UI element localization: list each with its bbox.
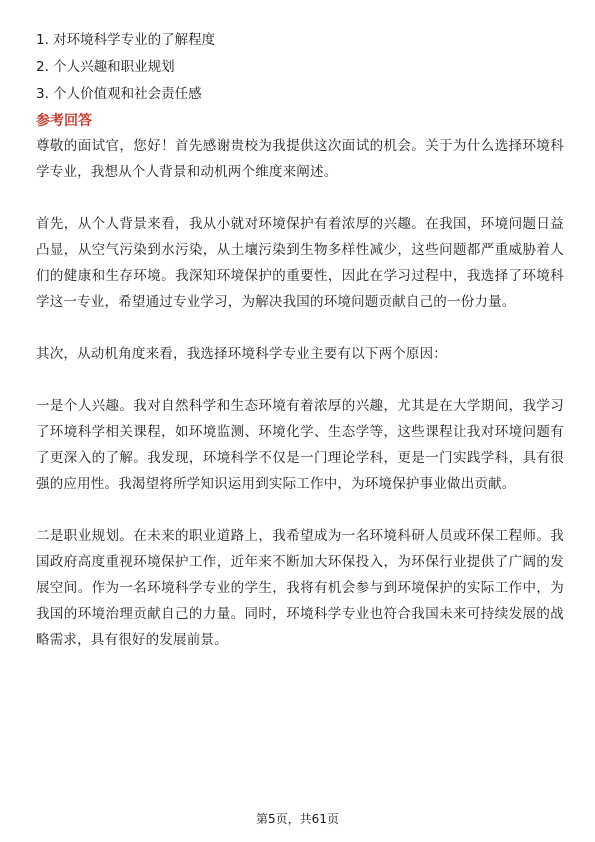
paragraph: 一是个人兴趣。我对自然科学和生态环境有着浓厚的兴趣，尤其是在大学期间，我学习了环境科学相关课程，如环境监测、环境化学、生态学等，这些课程让我对环境问题有了更深入的了解。我发现，环境科学不仅是一门理论学科，更是一门实践学科，具有很强的应用性。我渴望将所学知识运用到实际工作中，为环境保护事业做出贡献。 [36, 398, 564, 492]
paragraph: 二是职业规划。在未来的职业道路上，我希望成为一名环境科研人员或环保工程师。我国政府高度重视环境保护工作，近年来不断加大环保投入，为环保行业提供了广阔的发展空间。作为一名环境科学专业的学生，我将有机会参与到环境保护的实际工作中，为我国的环境治理贡献自己的力量。同时，环境科学专业也符合我国未来可持续发展的战略需求，具有很好的发展前景。 [36, 528, 564, 648]
paragraph: 首先，从个人背景来看，我从小就对环境保护有着浓厚的兴趣。在我国，环境问题日益凸显，从空气污染到水污染，从土壤污染到生物多样性减少，这些问题都严重威胁着人们的健康和生存环境。我深知环境保护的重要性，因此在学习过程中，我选择了环境科学这一专业，希望通过专业学习，为解决我国的环境问题贡献自己的一份力量。 [36, 216, 564, 310]
answer-text [36, 133, 564, 653]
question-points-list [36, 30, 564, 104]
document-body [36, 30, 564, 653]
list-item: 3. 个人价值观和社会责任感 [36, 86, 202, 102]
answer-heading: 参考回答 [36, 113, 92, 129]
list-item: 2. 个人兴趣和职业规划 [36, 59, 175, 75]
paragraph: 其次，从动机角度来看，我选择环境科学专业主要有以下两个原因： [36, 346, 447, 362]
page-number: 第5页，共61页 [256, 812, 339, 826]
paragraph: 尊敬的面试官，您好！首先感谢贵校为我提供这次面试的机会。关于为什么选择环境科学专业，我想从个人背景和动机两个维度来阐述。 [36, 138, 564, 180]
list-item: 1. 对环境科学专业的了解程度 [36, 32, 216, 48]
